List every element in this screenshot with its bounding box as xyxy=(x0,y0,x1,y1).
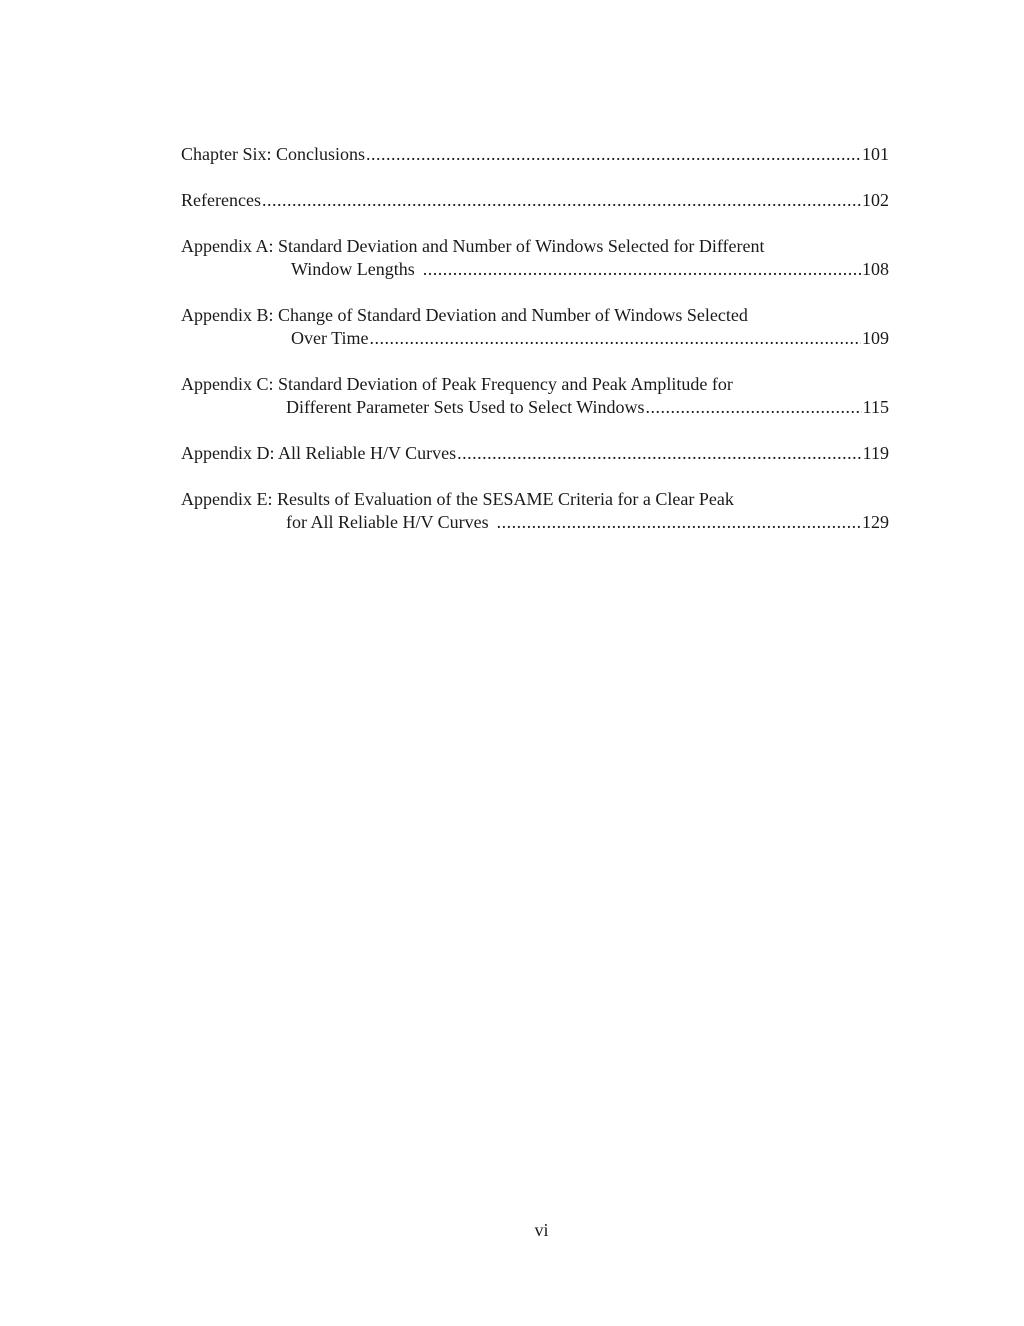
toc-entry-title: Appendix A: Standard Deviation and Number of Windows Selected for Different xyxy=(181,236,765,256)
toc-page-number: 129 xyxy=(862,512,889,532)
toc-entry-appendix-c[interactable] xyxy=(181,373,889,419)
toc-line xyxy=(181,304,889,327)
dot-leader xyxy=(457,442,862,465)
toc-line xyxy=(181,143,889,166)
toc-line-continued xyxy=(181,511,889,534)
toc-entry-appendix-d[interactable] xyxy=(181,442,889,465)
toc-line xyxy=(181,373,889,396)
toc-entry-title-continued: Different Parameter Sets Used to Select Windows xyxy=(286,397,645,417)
dot-leader xyxy=(646,396,862,419)
toc-page-number: 102 xyxy=(862,190,889,210)
dot-leader xyxy=(366,143,861,166)
toc-entry-title-continued: Window Lengths xyxy=(291,259,415,279)
toc-entry-title-continued: Over Time xyxy=(291,328,369,348)
toc-entry-title: Chapter Six: Conclusions xyxy=(181,144,365,164)
toc-entry-appendix-b[interactable] xyxy=(181,304,889,350)
toc-line xyxy=(181,235,889,258)
toc-line xyxy=(181,442,889,465)
toc-page-number: 109 xyxy=(862,328,889,348)
toc-line-continued xyxy=(181,396,889,419)
table-of-contents xyxy=(181,143,889,557)
toc-entry-appendix-e[interactable] xyxy=(181,488,889,534)
toc-line xyxy=(181,488,889,511)
toc-entry-title-continued: for All Reliable H/V Curves xyxy=(286,512,489,532)
toc-entry-title: Appendix E: Results of Evaluation of the SESAME Criteria for a Clear Peak xyxy=(181,489,734,509)
toc-page-number: 108 xyxy=(862,259,889,279)
toc-entry-title: Appendix B: Change of Standard Deviation and Number of Windows Selected xyxy=(181,305,748,325)
toc-page-number: 101 xyxy=(862,144,889,164)
dot-leader xyxy=(370,327,861,350)
toc-page-number: 119 xyxy=(862,443,889,463)
toc-line-continued xyxy=(181,327,889,350)
toc-page-number: 115 xyxy=(862,397,889,417)
toc-entry-references[interactable] xyxy=(181,189,889,212)
toc-entry-title: Appendix C: Standard Deviation of Peak Frequency and Peak Amplitude for xyxy=(181,374,733,394)
dot-leader xyxy=(423,258,861,281)
dot-leader xyxy=(262,189,861,212)
toc-entry-appendix-a[interactable] xyxy=(181,235,889,281)
toc-entry-chapter-six[interactable] xyxy=(181,143,889,166)
toc-line xyxy=(181,189,889,212)
toc-line-continued xyxy=(181,258,889,281)
page-footer-number: vi xyxy=(534,1220,549,1240)
toc-entry-title: Appendix D: All Reliable H/V Curves xyxy=(181,443,457,463)
toc-entry-title: References xyxy=(181,190,261,210)
dot-leader xyxy=(497,511,861,534)
